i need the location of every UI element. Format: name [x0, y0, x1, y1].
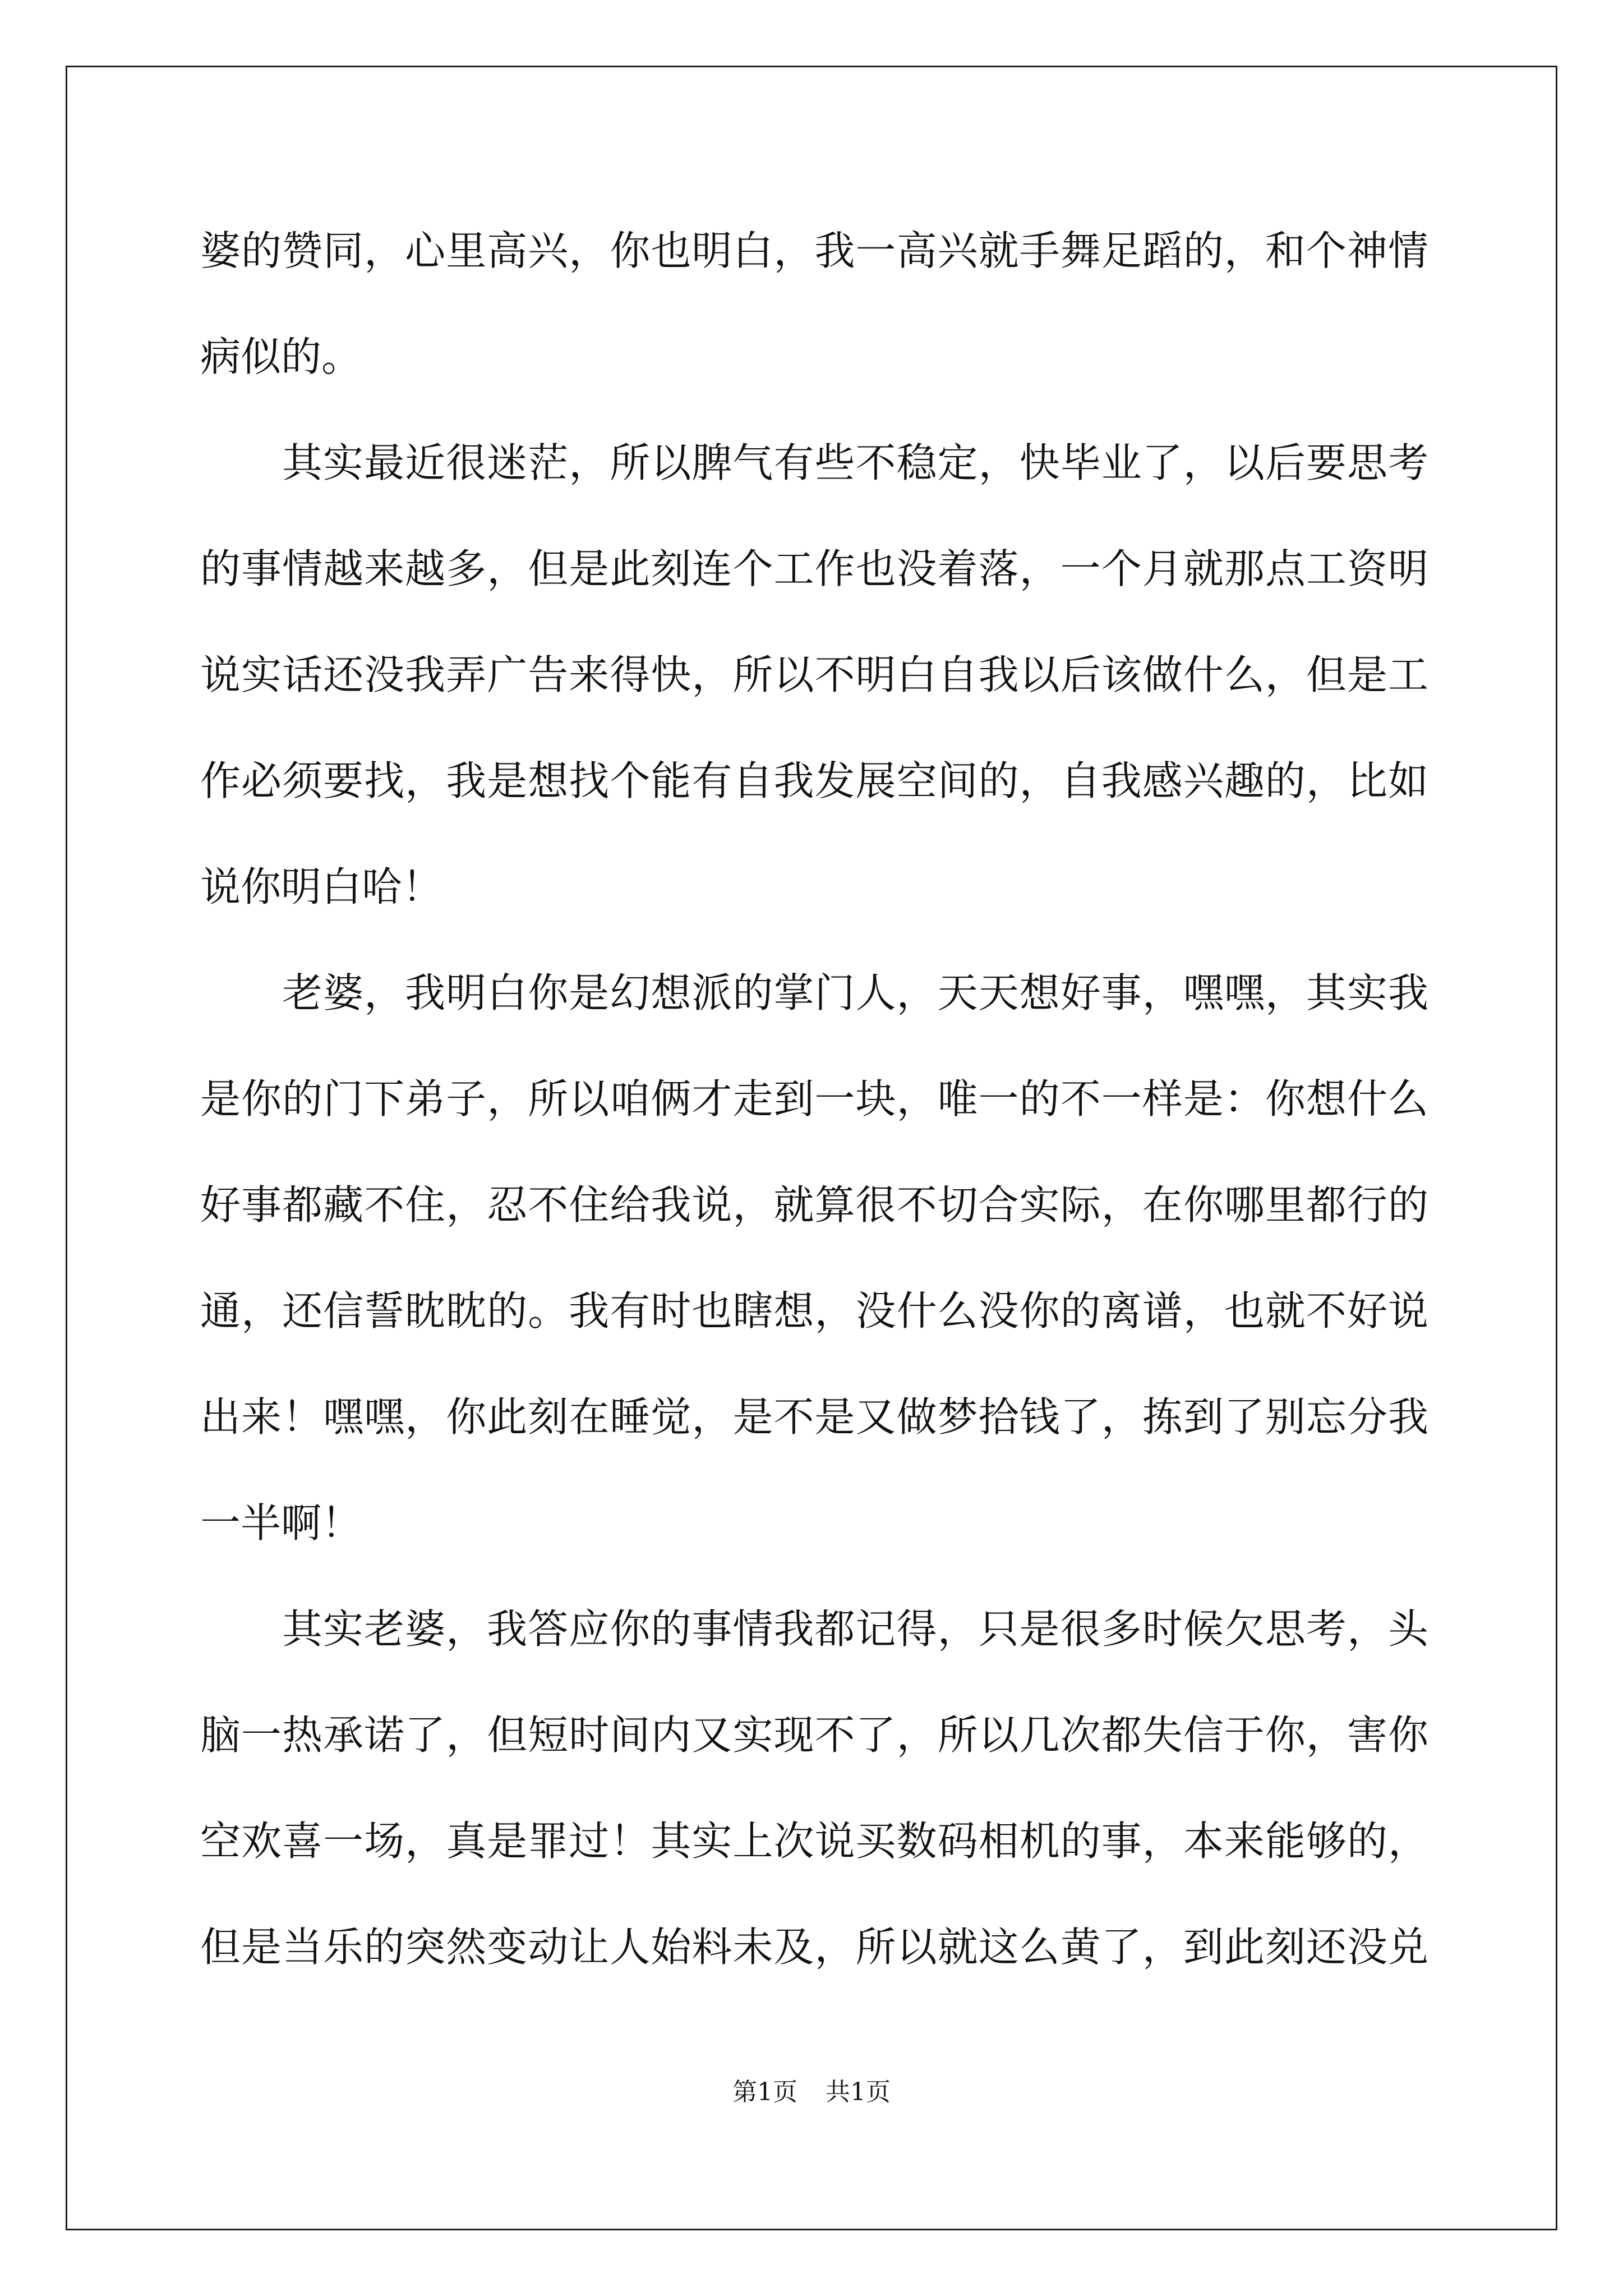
page-footer — [0, 2076, 1623, 2109]
text-line: 出来！嘿嘿，你此刻在睡觉，是不是又做梦拾钱了，拣到了别忘分我 — [200, 1393, 1428, 1441]
text-line: 脑一热承诺了，但短时间内又实现不了，所以几次都失信于你，害你 — [200, 1711, 1428, 1759]
text-line: 的事情越来越多，但是此刻连个工作也没着落，一个月就那点工资明 — [200, 545, 1428, 592]
page-total: 共1页 — [826, 2078, 891, 2106]
text-line: 通，还信誓眈眈的。我有时也瞎想，没什么没你的离谱，也就不好说 — [200, 1287, 1428, 1335]
text-line: 病似的。 — [200, 333, 362, 380]
text-line: 老婆，我明白你是幻想派的掌门人，天天想好事，嘿嘿，其实我 — [282, 969, 1428, 1016]
text-line: 是你的门下弟子，所以咱俩才走到一块，唯一的不一样是：你想什么 — [200, 1075, 1428, 1122]
text-line: 其实老婆，我答应你的事情我都记得，只是很多时候欠思考，头 — [282, 1605, 1428, 1653]
document-body — [200, 220, 1428, 2022]
text-line: 其实最近很迷茫，所以脾气有些不稳定，快毕业了，以后要思考 — [282, 439, 1428, 486]
text-line: 说实话还没我弄广告来得快，所以不明白自我以后该做什么，但是工 — [200, 651, 1428, 698]
text-line: 但是当乐的突然变动让人始料未及，所以就这么黄了，到此刻还没兑 — [200, 1924, 1428, 1971]
text-line: 说你明白哈！ — [200, 863, 443, 910]
page-number: 第1页 — [732, 2078, 797, 2106]
text-line: 作必须要找，我是想找个能有自我发展空间的，自我感兴趣的，比如 — [200, 757, 1428, 804]
text-line: 空欢喜一场，真是罪过！其实上次说买数码相机的事，本来能够的， — [200, 1818, 1428, 1865]
text-line: 婆的赞同，心里高兴，你也明白，我一高兴就手舞足蹈的，和个神情 — [200, 227, 1428, 274]
text-line: 好事都藏不住，忍不住给我说，就算很不切合实际，在你哪里都行的 — [200, 1181, 1428, 1228]
text-line: 一半啊！ — [200, 1499, 362, 1547]
